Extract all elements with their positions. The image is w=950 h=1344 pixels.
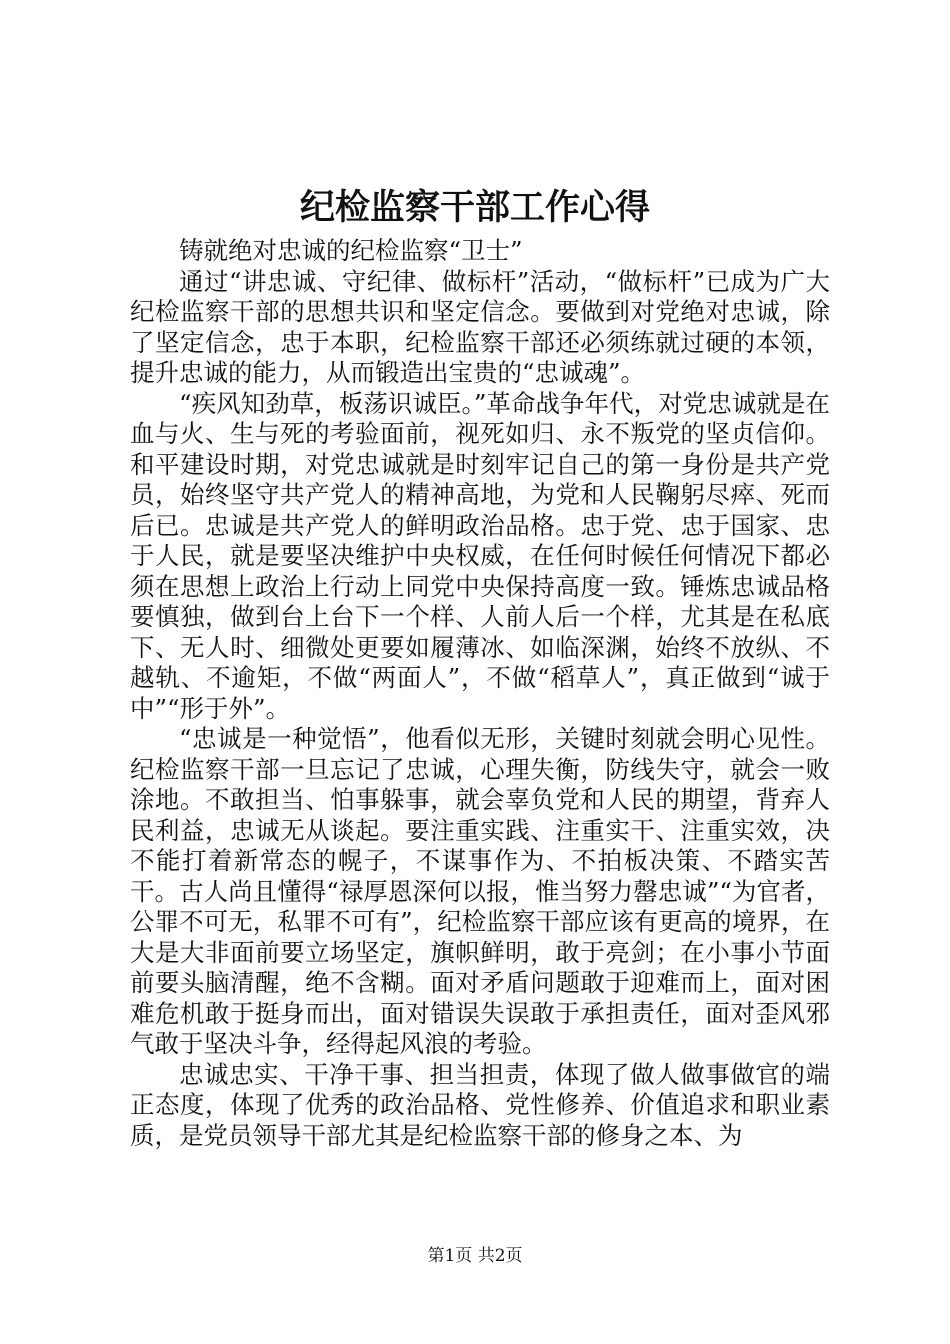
- body-paragraph-1: 通过“讲忠诚、守纪律、做标杆”活动，“做标杆”已成为广大纪检监察干部的思想共识和坚定信念。要做到对党绝对忠诚，除了坚定信念，忠于本职，纪检监察干部还必须练就过硬的本领，提升忠诚的能力，从而锻造出宝贵的“忠诚魂”。: [130, 266, 830, 387]
- body-paragraph-4: 忠诚忠实、干净干事、担当担责，体现了做人做事做官的端正态度，体现了优秀的政治品格、党性修养、价值追求和职业素质，是党员领导干部尤其是纪检监察干部的修身之本、为: [130, 1059, 830, 1150]
- subtitle-paragraph: 铸就绝对忠诚的纪检监察“卫士”: [179, 236, 523, 265]
- document-title: 纪检监察干部工作心得: [299, 187, 650, 228]
- page-number-footer: 第1页 共2页: [427, 1246, 523, 1266]
- body-paragraph-2: “疾风知劲草，板荡识诚臣。”革命战争年代，对党忠诚就是在血与火、生与死的考验面前，视死如归、永不叛党的坚贞信仰。和平建设时期，对党忠诚就是时刻牢记自己的第一身份是共产党员，始终坚守共产党人的精神高地，为党和人民鞠躬尽瘁、死而后已。忠诚是共产党人的鲜明政治品格。忠于党、忠于国家、忠于人民，就是要坚决维护中央权威，在任何时候任何情况下都必须在思想上政治上行动上同党中央保持高度一致。锤炼忠诚品格要慎独，做到台上台下一个样、人前人后一个样，尤其是在私底下、无人时、细微处更要如履薄冰、如临深渊，始终不放纵、不越轨、不逾矩，不做“两面人”，不做“稻草人”，真正做到“诚于中”“形于外”。: [130, 388, 830, 723]
- document-body: [130, 236, 830, 1151]
- body-paragraph-3: “忠诚是一种觉悟”，他看似无形，关键时刻就会明心见性。纪检监察干部一旦忘记了忠诚，心理失衡，防线失守，就会一败涂地。不敢担当、怕事躲事，就会辜负党和人民的期望，背弃人民利益，忠诚无从谈起。要注重实践、注重实干、注重实效，决不能打着新常态的幌子，不谋事作为、不拍板决策、不踏实苦干。古人尚且懂得“禄厚恩深何以报，惟当努力罄忠诚”“为官者，公罪不可无，私罪不可有”，纪检监察干部应该有更高的境界，在大是大非面前要立场坚定，旗帜鲜明，敢于亮剑；在小事小节面前要头脑清醒，绝不含糊。面对矛盾问题敢于迎难而上，面对困难危机敢于挺身而出，面对错误失误敢于承担责任，面对歪风邪气敢于坚决斗争，经得起风浪的考验。: [130, 724, 830, 1058]
